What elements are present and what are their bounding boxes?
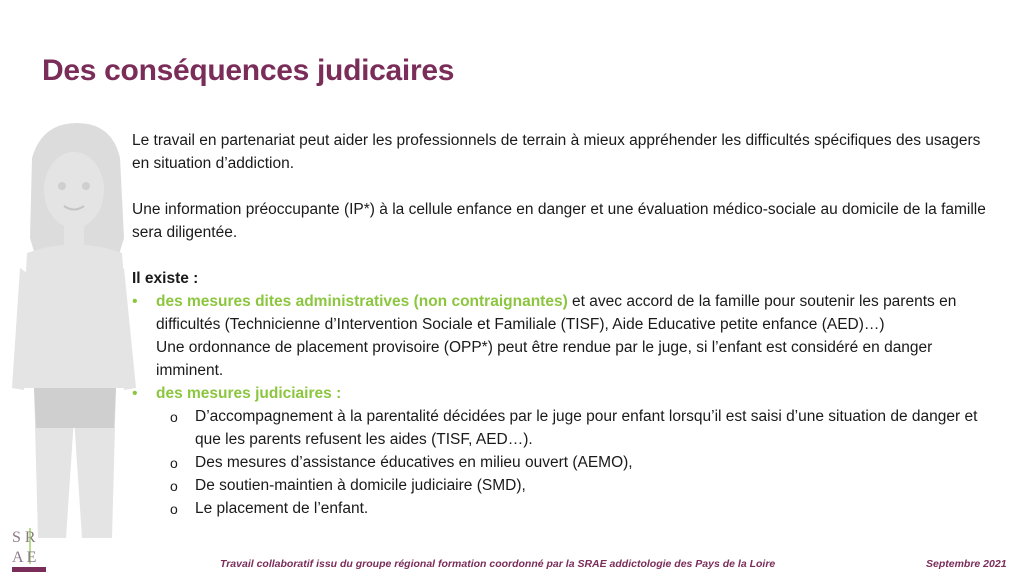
footer-credit: Travail collaboratif issu du groupe régional formation coordonné par la SRAE addictologie des Pays de la Loire [220,558,776,570]
bullet-highlight: des mesures judiciaires : [156,385,342,402]
footer [0,556,1024,574]
bullet-text: et avec accord de la famille pour soutenir les parents en difficultés (Technicienne d’Intervention Sociale et Familiale (TISF), Aide Educative petite enfance (AED)…) [156,293,957,333]
circle-bullet-icon: o [170,455,178,471]
sub-list-item [132,405,992,451]
list-item-judicial [132,382,992,405]
sub-list-item [132,497,992,520]
bullet-extra-text: Une ordonnance de placement provisoire (OPP*) peut être rendue par le juge, si l’enfant est considéré en danger imminent. [156,339,933,379]
circle-bullet-icon: o [170,501,178,517]
sub-list-item [132,451,992,474]
bullet-icon: • [132,293,138,310]
list-item-administrative [132,290,992,382]
logo-letters-top: S R [12,529,36,546]
page-title: Des conséquences judicaires [42,54,455,87]
slide-body [132,129,992,520]
exists-label: Il existe : [132,270,199,287]
sub-item-text: Le placement de l’enfant. [195,500,369,517]
circle-bullet-icon: o [170,409,178,425]
intro-paragraph-information: Une information préoccupante (IP*) à la cellule enfance en danger et une évaluation médico-sociale au domicile de la famille sera diligentée. [132,201,986,241]
footer-date: Septembre 2021 [926,558,1007,570]
intro-paragraph-partnership: Le travail en partenariat peut aider les professionnels de terrain à mieux appréhender les difficultés spécifiques des usagers en situation d’addiction. [132,132,981,172]
bullet-highlight: des mesures dites administratives (non contraignantes) [156,293,568,310]
bullet-icon: • [132,385,138,402]
sub-item-text: D’accompagnement à la parentalité décidées par le juge pour enfant lorsqu’il est saisi d’une situation de danger et que les parents refusent les aides (TISF, AED…). [195,408,978,448]
sub-list-item [132,474,992,497]
sub-item-text: De soutien-maintien à domicile judiciaire (SMD), [195,477,526,494]
logo-letters-bottom: A E [12,549,37,566]
circle-bullet-icon: o [170,478,178,494]
sub-item-text: Des mesures d’assistance éducatives en milieu ouvert (AEMO), [195,454,633,471]
